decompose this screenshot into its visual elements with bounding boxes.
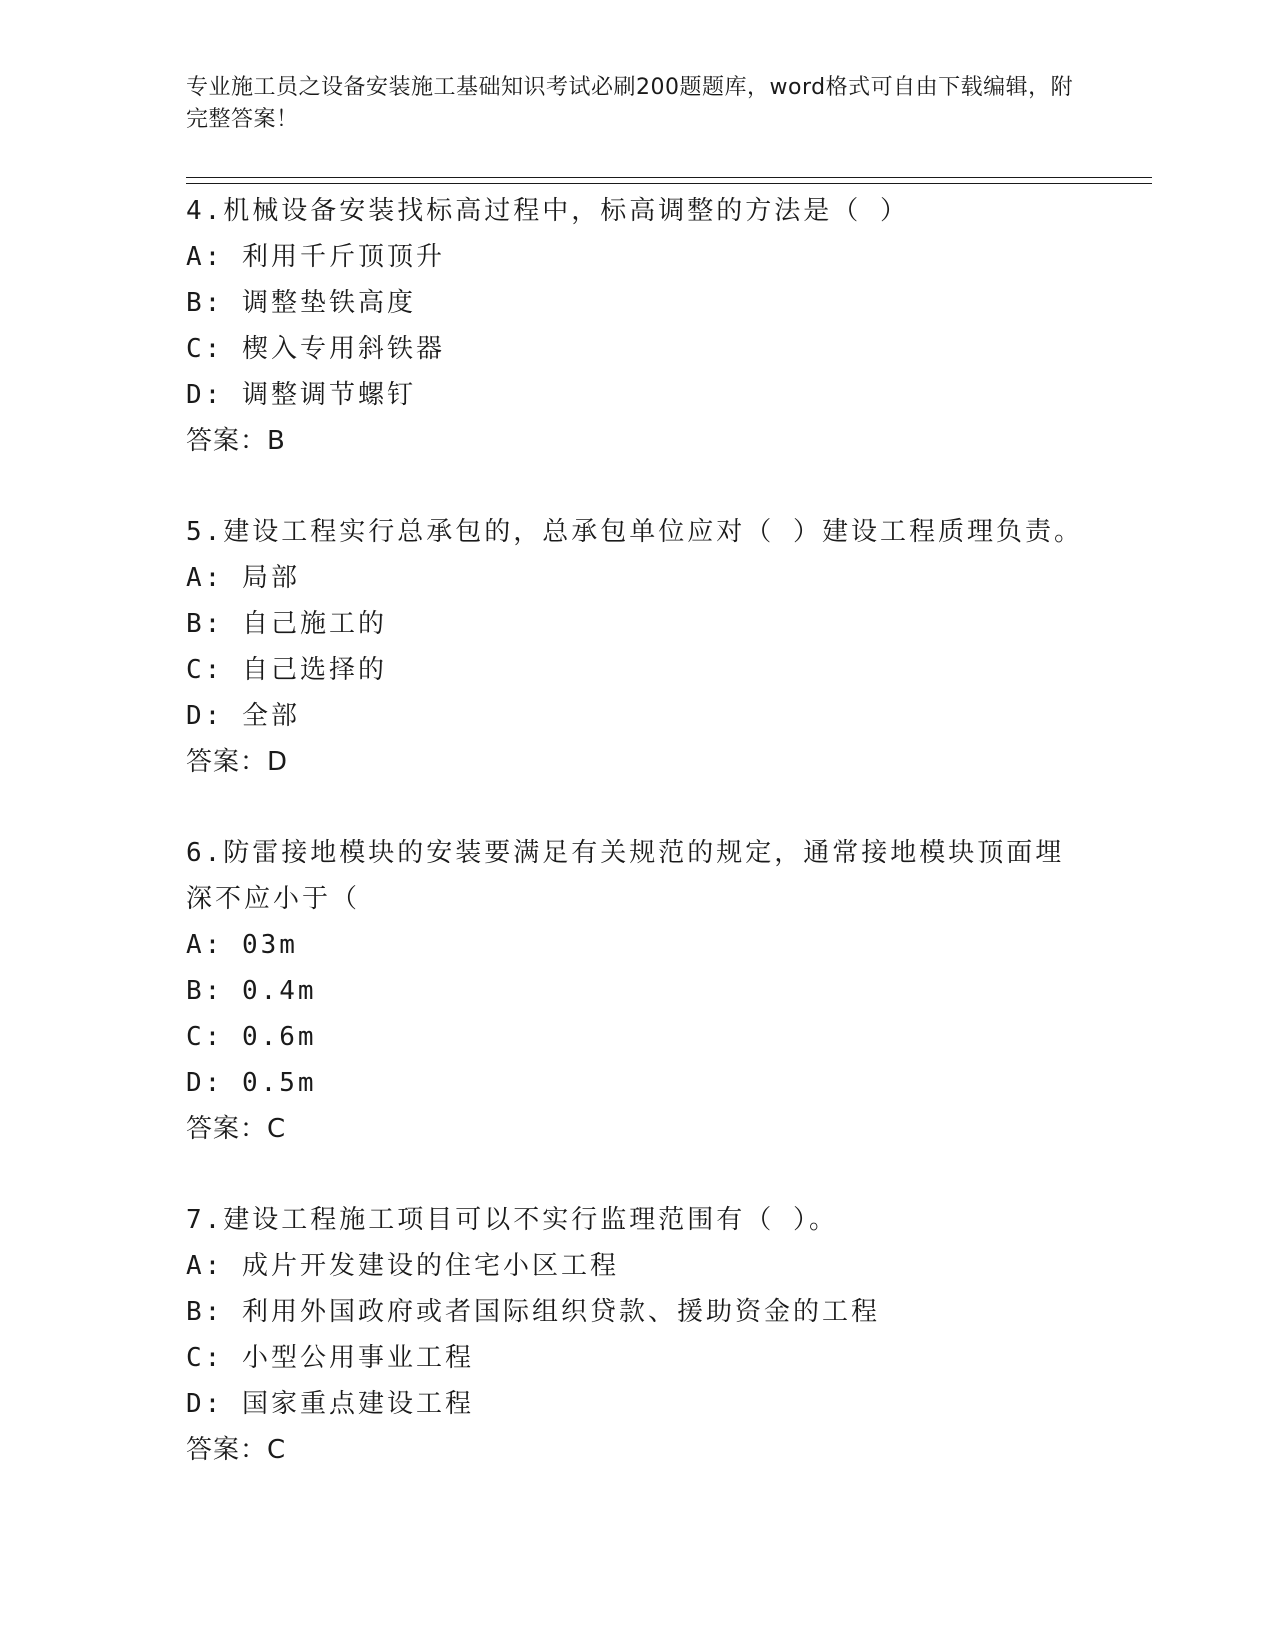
option-d: D: 全部 <box>186 701 300 731</box>
question-block <box>186 188 1086 464</box>
option-c: C: 自己选择的 <box>186 655 387 685</box>
answer-line: 答案：C <box>186 1435 287 1465</box>
question-stem: 6.防雷接地模块的安装要满足有关规范的规定，通常接地模块顶面埋深不应小于（ <box>186 838 1065 914</box>
option-c: C: 0.6m <box>186 1022 317 1052</box>
option-c: C: 楔入专用斜铁器 <box>186 334 445 364</box>
option-a: A: 局部 <box>186 563 300 593</box>
answer-line: 答案：B <box>186 426 286 456</box>
option-a: A: 利用千斤顶顶升 <box>186 242 445 272</box>
answer-line: 答案：C <box>186 1114 287 1144</box>
question-list <box>186 188 1086 1518</box>
question-block <box>186 830 1086 1152</box>
option-d: D: 国家重点建设工程 <box>186 1389 474 1419</box>
question-stem: 4.机械设备安装找标高过程中，标高调整的方法是（ ） <box>186 196 909 226</box>
option-b: B: 0.4m <box>186 976 317 1006</box>
option-d: D: 调整调节螺钉 <box>186 380 416 410</box>
option-a: A: 成片开发建设的住宅小区工程 <box>186 1251 619 1281</box>
option-b: B: 自己施工的 <box>186 609 387 639</box>
header-divider-bottom <box>186 183 1152 184</box>
answer-line: 答案：D <box>186 747 289 777</box>
option-d: D: 0.5m <box>186 1068 317 1098</box>
option-c: C: 小型公用事业工程 <box>186 1343 474 1373</box>
question-stem: 7.建设工程施工项目可以不实行监理范围有（ ）。 <box>186 1205 838 1235</box>
question-stem: 5.建设工程实行总承包的，总承包单位应对（ ）建设工程质理负责。 <box>186 517 1083 547</box>
document-header-title: 专业施工员之设备安装施工基础知识考试必刷200题题库，word格式可自由下载编辑，附完整答案！ <box>186 75 1074 132</box>
option-a: A: 03m <box>186 930 298 960</box>
option-b: B: 调整垫铁高度 <box>186 288 416 318</box>
option-b: B: 利用外国政府或者国际组织贷款、援助资金的工程 <box>186 1297 880 1327</box>
question-block <box>186 1197 1086 1473</box>
question-block <box>186 509 1086 785</box>
header-divider-top <box>186 177 1152 178</box>
